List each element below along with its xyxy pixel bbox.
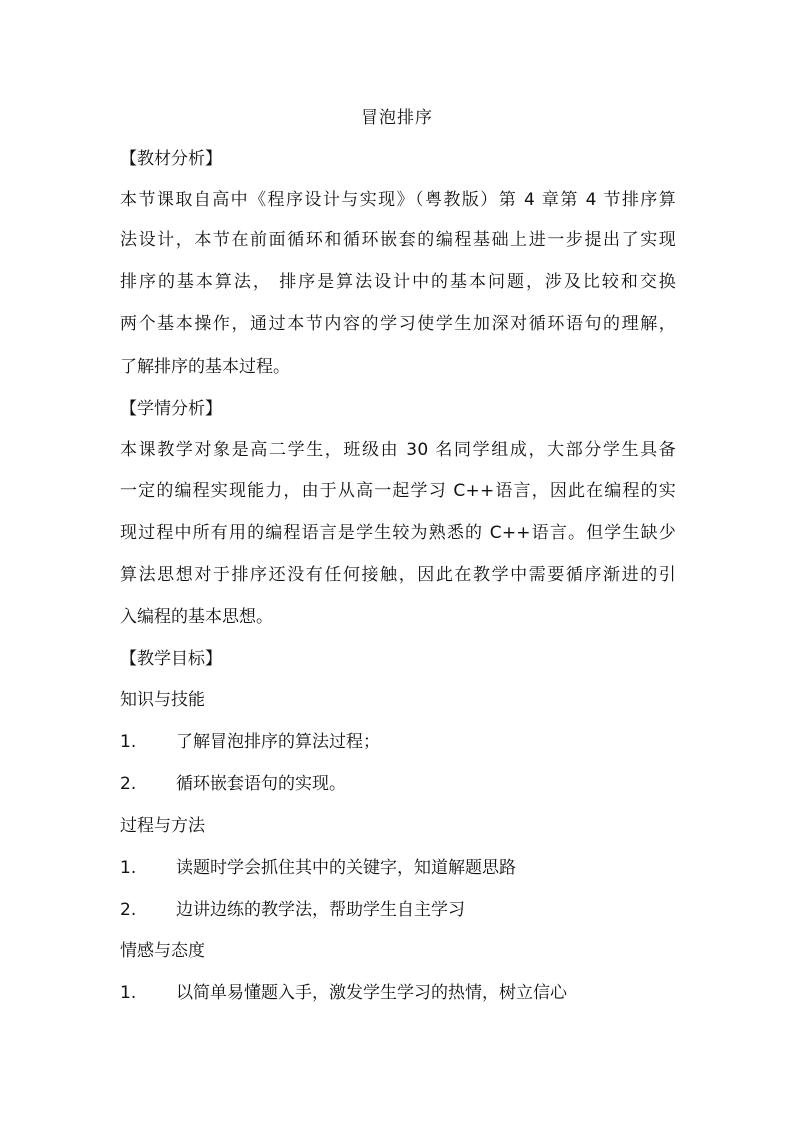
paragraph-line: 法设计，本节在前面循环和循环嵌套的编程基础上进一步提出了实现 [120, 230, 676, 250]
list-number: 2. [120, 774, 137, 794]
list-item: 了解冒泡排序的算法过程； [176, 732, 380, 752]
list-item: 读题时学会抓住其中的关键字，知道解题思路 [176, 858, 516, 878]
paragraph-line: 两个基本操作，通过本节内容的学习使学生加深对循环语句的理解， [120, 314, 676, 334]
list-number: 1. [120, 983, 137, 1003]
list-number: 2. [120, 900, 137, 920]
subheading-process: 过程与方法 [120, 816, 205, 836]
section-heading-textbook: 【教材分析】 [120, 149, 222, 169]
subheading-knowledge: 知识与技能 [120, 690, 205, 710]
paragraph-line: 一定的编程实现能力，由于从高一起学习 C++语言，因此在编程的实 [120, 481, 676, 501]
list-number: 1. [120, 858, 137, 878]
subheading-attitude: 情感与态度 [120, 941, 205, 961]
paragraph-line: 了解排序的基本过程。 [120, 357, 290, 377]
section-heading-goals: 【教学目标】 [120, 649, 222, 669]
paragraph-line: 本课教学对象是高二学生，班级由 30 名同学组成，大部分学生具备 [120, 440, 676, 460]
list-number: 1. [120, 732, 137, 752]
paragraph-line: 入编程的基本思想。 [120, 607, 273, 627]
page-title: 冒泡排序 [361, 108, 433, 128]
list-item: 以简单易懂题入手，激发学生学习的热情，树立信心 [176, 983, 567, 1003]
list-item: 边讲边练的教学法，帮助学生自主学习 [176, 900, 465, 920]
paragraph-line: 算法思想对于排序还没有任何接触，因此在教学中需要循序渐进的引 [120, 565, 676, 585]
paragraph-line: 现过程中所有用的编程语言是学生较为熟悉的 C++语言。但学生缺少 [120, 523, 676, 543]
section-heading-students: 【学情分析】 [120, 399, 222, 419]
list-item: 循环嵌套语句的实现。 [176, 774, 346, 794]
paragraph-line: 排序的基本算法， 排序是算法设计中的基本问题，涉及比较和交换 [120, 272, 676, 292]
paragraph-line: 本节课取自高中《程序设计与实现》（粤教版）第 4 章第 4 节排序算 [120, 190, 676, 210]
